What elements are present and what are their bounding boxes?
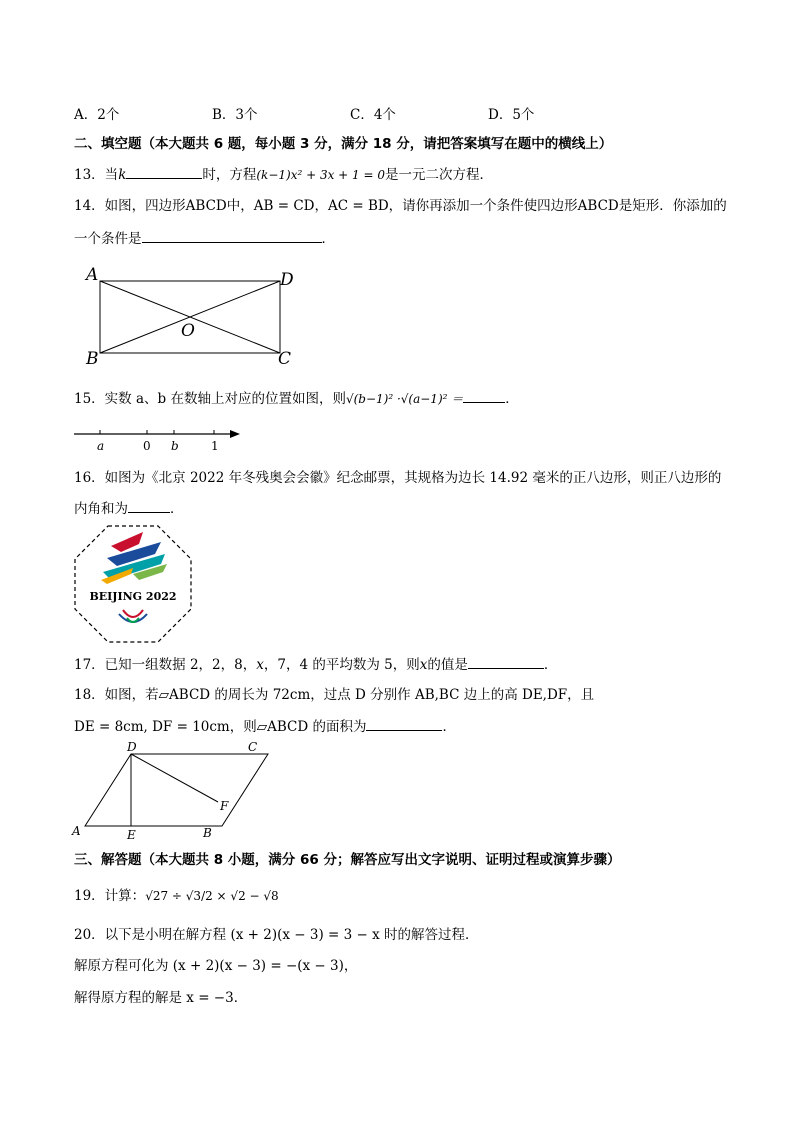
rectangle-figure	[84, 262, 304, 372]
q13-middle: 时，方程	[202, 167, 257, 183]
question-17	[74, 654, 557, 675]
option-c: C．4个	[350, 107, 396, 123]
question-13	[74, 164, 493, 185]
question-20-line-1: 20．以下是小明在解方程 (x + 2)(x − 3) = 3 − x 时的解答过程．	[74, 927, 479, 943]
q13-k: k	[118, 167, 127, 183]
stamp-text: BEIJING 2022	[89, 590, 177, 603]
q15-prompt: 15．实数 a、b 在数轴上对应的位置如图，则	[74, 391, 346, 407]
label-b: B	[86, 349, 99, 369]
tick-label-1: 1	[211, 439, 219, 453]
height-df	[131, 754, 218, 802]
label-d: D	[280, 270, 294, 290]
label-f: F	[220, 799, 229, 813]
tick-label-a: a	[97, 439, 105, 453]
number-line-arrow	[230, 430, 240, 438]
tick-label-b: b	[171, 439, 179, 453]
q19-prompt: 19．计算：	[74, 888, 146, 904]
question-18-line-2	[74, 716, 456, 737]
number-line	[72, 422, 244, 454]
q17-middle: ，7，4 的平均数为 5，则	[263, 657, 420, 673]
q17-answer-blank[interactable]	[468, 654, 544, 669]
q17-prefix: 17．已知一组数据 2，2，8，	[74, 657, 257, 673]
q16-prompt: 内角和为	[74, 501, 128, 517]
q15-end: ．	[505, 391, 519, 407]
q15-expression: √(b−1)² ·√(a−1)² ＝	[345, 392, 464, 406]
q14-prompt: 一个条件是	[74, 231, 142, 247]
parallelogram-figure	[70, 740, 270, 840]
section-2-title: 二、填空题（本大题共 6 题，每小题 3 分，满分 18 分，请把答案填写在题中的横线上）	[74, 136, 613, 152]
question-20-line-3: 解得原方程的解是 x = −3．	[74, 990, 248, 1006]
option-d: D．5个	[488, 107, 535, 123]
q16-answer-blank[interactable]	[128, 498, 170, 513]
octagon-stamp	[73, 524, 193, 644]
q17-end: ．	[543, 657, 558, 673]
q14-end: ．	[321, 231, 335, 247]
option-b: B．3个	[212, 107, 258, 123]
q14-answer-blank[interactable]	[142, 228, 322, 243]
q18-prompt: DE = 8cm, DF = 10cm，则▱ABCD 的面积为	[74, 719, 367, 735]
question-16-line-1: 16．如图为《北京 2022 年冬残奥会会徽》纪念邮票，其规格为边长 14.92 毫米的正八边形，则正八边形的	[74, 470, 722, 486]
q17-suffix: 的值是	[427, 657, 468, 673]
q13-suffix: 是一元二次方程．	[385, 167, 493, 183]
question-15	[74, 388, 519, 409]
q13-equation: (k−1)x² + 3x + 1 = 0	[256, 168, 385, 182]
question-16-line-2	[74, 498, 184, 519]
q18-end: ．	[442, 719, 456, 735]
q15-answer-blank[interactable]	[463, 388, 505, 403]
q13-answer-blank[interactable]	[126, 164, 202, 179]
question-19	[74, 886, 279, 906]
q17-x: x	[256, 657, 264, 673]
q17-x-2: x	[419, 657, 428, 673]
label-b: B	[203, 826, 212, 840]
label-d: D	[127, 740, 137, 754]
question-20-line-2: 解原方程可化为 (x + 2)(x − 3) = −(x − 3)，	[74, 958, 358, 974]
parallelogram-abcd	[85, 754, 268, 826]
section-3-title: 三、解答题（本大题共 8 小题，满分 66 分；解答应写出文字说明、证明过程或演算步骤）	[74, 852, 621, 868]
q19-expression: √27 ÷ √3/2 × √2 − √8	[145, 889, 279, 903]
q18-answer-blank[interactable]	[366, 716, 442, 731]
label-c: C	[278, 349, 292, 369]
question-14-line-1: 14．如图，四边形ABCD中，AB = CD，AC = BD，请你再添加一个条件使四边形ABCD是矩形．你添加的	[74, 198, 727, 214]
question-14-line-2	[74, 228, 335, 249]
q16-end: ．	[170, 501, 184, 517]
label-a: A	[86, 265, 99, 285]
question-18-line-1: 18．如图，若▱ABCD 的周长为 72cm，过点 D 分别作 AB,BC 边上的高 DE,DF，且	[74, 687, 595, 703]
label-a: A	[72, 824, 81, 838]
label-o: O	[181, 321, 195, 341]
label-c: C	[248, 740, 258, 754]
q13-prefix: 13．当	[74, 167, 119, 183]
option-a: A．2个	[74, 107, 120, 123]
tick-label-0: 0	[143, 439, 151, 453]
label-e: E	[127, 828, 136, 840]
